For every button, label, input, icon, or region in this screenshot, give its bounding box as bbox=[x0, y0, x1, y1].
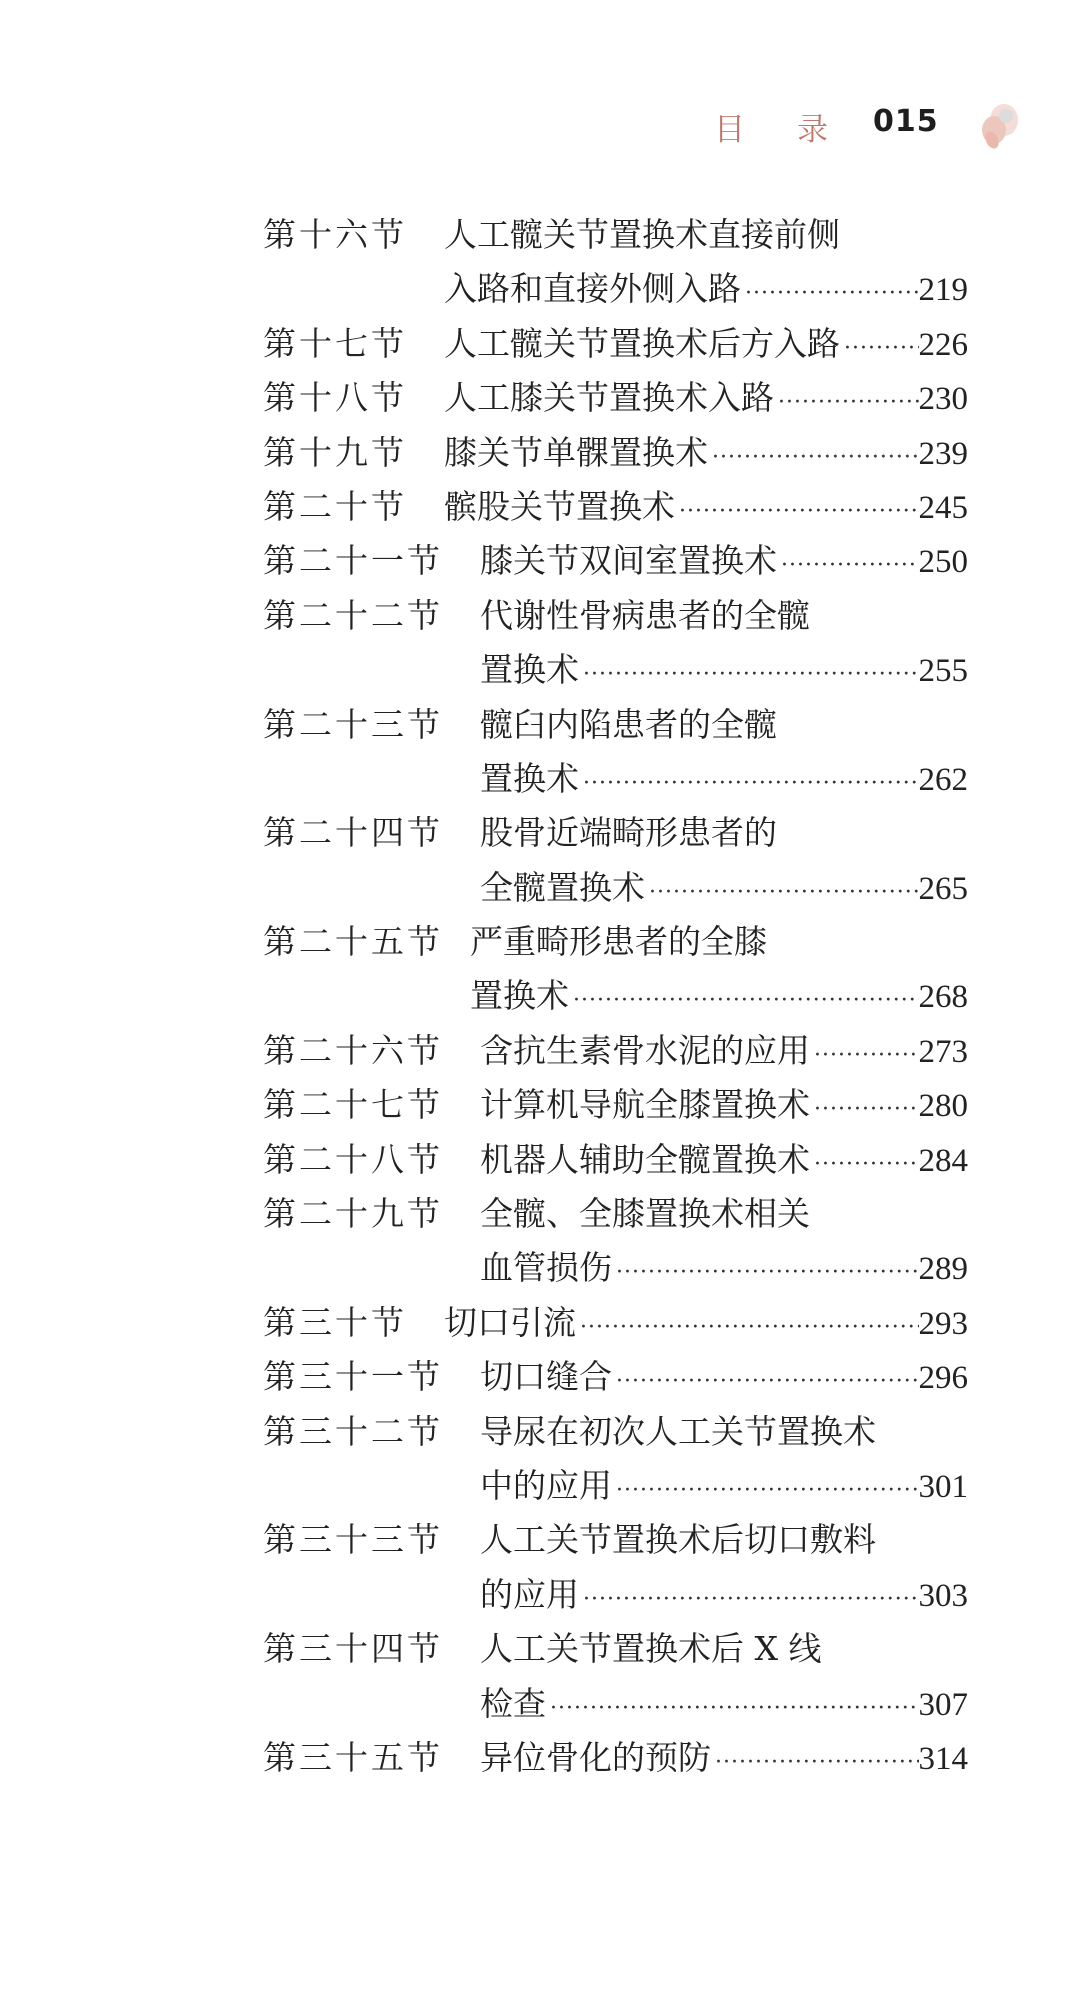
dot-leader bbox=[741, 267, 919, 321]
decorative-petal-icon bbox=[968, 96, 1028, 156]
section-label: 第十八节 bbox=[263, 378, 407, 418]
page-ref: 250 bbox=[918, 544, 968, 581]
toc-line bbox=[0, 806, 1080, 860]
dot-leader bbox=[612, 1246, 919, 1300]
header-title: 目录 bbox=[714, 112, 880, 148]
section-title: 髋臼内陷患者的全髋 bbox=[480, 704, 777, 744]
toc-entry bbox=[0, 371, 1080, 425]
dot-leader bbox=[579, 648, 919, 702]
page-ref: 273 bbox=[918, 1033, 968, 1070]
section-label: 第三十节 bbox=[263, 1302, 407, 1342]
toc-line bbox=[0, 208, 1080, 262]
section-title: 人工髋关节置换术后方入路 bbox=[444, 323, 840, 363]
page-header bbox=[0, 96, 1080, 156]
page-ref: 289 bbox=[918, 1251, 968, 1288]
toc-entry bbox=[0, 1078, 1080, 1132]
toc-entry bbox=[0, 698, 1080, 807]
toc-line bbox=[0, 915, 1080, 969]
toc-line bbox=[0, 371, 1080, 425]
toc-line bbox=[0, 317, 1080, 371]
section-title: 检查 bbox=[480, 1683, 546, 1723]
toc-entry bbox=[0, 1405, 1080, 1514]
toc-line bbox=[0, 1133, 1080, 1187]
section-title: 异位骨化的预防 bbox=[480, 1737, 711, 1777]
dot-leader bbox=[579, 1573, 919, 1627]
toc-line bbox=[0, 589, 1080, 643]
section-title: 人工关节置换术后切口敷料 bbox=[480, 1520, 876, 1560]
section-title: 含抗生素骨水泥的应用 bbox=[480, 1030, 810, 1070]
dot-leader bbox=[546, 1682, 919, 1736]
toc-entry bbox=[0, 1350, 1080, 1404]
dot-leader bbox=[840, 322, 919, 376]
page-ref: 245 bbox=[918, 489, 968, 526]
toc-entry bbox=[0, 1622, 1080, 1731]
section-title: 全髋、全膝置换术相关 bbox=[480, 1194, 810, 1234]
section-title: 髌股关节置换术 bbox=[444, 486, 675, 526]
section-label: 第二十六节 bbox=[263, 1030, 443, 1070]
toc-line bbox=[0, 1350, 1080, 1404]
section-label: 第十七节 bbox=[263, 323, 407, 363]
toc-entry bbox=[0, 915, 1080, 1024]
toc-line bbox=[0, 1568, 1080, 1622]
toc-line bbox=[0, 1024, 1080, 1078]
section-label: 第二十八节 bbox=[263, 1139, 443, 1179]
section-label: 第三十四节 bbox=[263, 1629, 443, 1669]
section-title: 膝关节单髁置换术 bbox=[444, 432, 708, 472]
page-ref: 284 bbox=[918, 1142, 968, 1179]
section-title: 人工关节置换术后 X 线 bbox=[480, 1629, 822, 1669]
section-title: 股骨近端畸形患者的 bbox=[480, 813, 777, 853]
toc-line bbox=[0, 643, 1080, 697]
section-title: 导尿在初次人工关节置换术 bbox=[480, 1411, 876, 1451]
toc-line bbox=[0, 1187, 1080, 1241]
toc-entry bbox=[0, 1731, 1080, 1785]
section-title: 血管损伤 bbox=[480, 1248, 612, 1288]
page-ref: 265 bbox=[918, 870, 968, 907]
page-ref: 219 bbox=[918, 272, 968, 309]
toc-entry bbox=[0, 1024, 1080, 1078]
page-ref: 280 bbox=[918, 1088, 968, 1125]
section-label: 第三十三节 bbox=[263, 1520, 443, 1560]
page-ref: 255 bbox=[918, 653, 968, 690]
dot-leader bbox=[569, 974, 919, 1028]
dot-leader bbox=[579, 757, 919, 811]
toc-line bbox=[0, 698, 1080, 752]
dot-leader bbox=[708, 431, 919, 485]
page-ref: 303 bbox=[918, 1577, 968, 1614]
page-ref: 226 bbox=[918, 326, 968, 363]
section-title: 入路和直接外侧入路 bbox=[444, 269, 741, 309]
dot-leader bbox=[576, 1301, 919, 1355]
toc-line bbox=[0, 1513, 1080, 1567]
toc-entry bbox=[0, 589, 1080, 698]
dot-leader bbox=[810, 1083, 919, 1137]
toc-line bbox=[0, 480, 1080, 534]
section-label: 第二十五节 bbox=[263, 922, 443, 962]
toc-line bbox=[0, 1241, 1080, 1295]
toc-entry bbox=[0, 426, 1080, 480]
dot-leader bbox=[810, 1138, 919, 1192]
page-ref: 293 bbox=[918, 1305, 968, 1342]
section-label: 第二十一节 bbox=[263, 541, 443, 581]
section-label: 第十九节 bbox=[263, 432, 407, 472]
toc-entry bbox=[0, 480, 1080, 534]
toc-line bbox=[0, 1731, 1080, 1785]
section-title: 切口引流 bbox=[444, 1302, 576, 1342]
toc-line bbox=[0, 1459, 1080, 1513]
dot-leader bbox=[777, 539, 919, 593]
section-label: 第二十二节 bbox=[263, 595, 443, 635]
section-title: 人工髋关节置换术直接前侧 bbox=[444, 215, 840, 254]
toc-line bbox=[0, 1405, 1080, 1459]
toc-entry bbox=[0, 1296, 1080, 1350]
toc-line bbox=[0, 426, 1080, 480]
page-ref: 307 bbox=[918, 1686, 968, 1723]
section-title: 代谢性骨病患者的全髋 bbox=[480, 595, 810, 635]
section-label: 第二十三节 bbox=[263, 704, 443, 744]
section-title: 计算机导航全膝置换术 bbox=[480, 1085, 810, 1125]
page-ref: 230 bbox=[918, 381, 968, 418]
section-label: 第三十一节 bbox=[263, 1357, 443, 1397]
page-ref: 239 bbox=[918, 435, 968, 472]
page-number: 015 bbox=[873, 104, 939, 139]
toc-line bbox=[0, 1078, 1080, 1132]
section-title: 全髋置换术 bbox=[480, 867, 645, 907]
toc-entry bbox=[0, 1513, 1080, 1622]
section-title: 严重畸形患者的全膝 bbox=[470, 922, 767, 962]
page-ref: 301 bbox=[918, 1468, 968, 1505]
toc-entry bbox=[0, 317, 1080, 371]
toc-line bbox=[0, 969, 1080, 1023]
section-title: 中的应用 bbox=[480, 1465, 612, 1505]
dot-leader bbox=[774, 376, 919, 430]
page-ref: 296 bbox=[918, 1360, 968, 1397]
toc-line bbox=[0, 1677, 1080, 1731]
dot-leader bbox=[810, 1029, 919, 1083]
section-title: 机器人辅助全髋置换术 bbox=[480, 1139, 810, 1179]
toc-entry bbox=[0, 1187, 1080, 1296]
section-label: 第三十二节 bbox=[263, 1411, 443, 1451]
toc-line bbox=[0, 1622, 1080, 1676]
section-label: 第三十五节 bbox=[263, 1737, 443, 1777]
dot-leader bbox=[612, 1464, 919, 1518]
dot-leader bbox=[675, 485, 919, 539]
section-label: 第二十九节 bbox=[263, 1194, 443, 1234]
page-ref: 268 bbox=[918, 979, 968, 1016]
section-label: 第二十七节 bbox=[263, 1085, 443, 1125]
toc-entry bbox=[0, 534, 1080, 588]
toc-line bbox=[0, 752, 1080, 806]
dot-leader bbox=[645, 866, 919, 920]
section-label: 第十六节 bbox=[263, 215, 407, 254]
toc-entry bbox=[0, 1133, 1080, 1187]
page-ref: 314 bbox=[918, 1740, 968, 1777]
toc-line bbox=[0, 534, 1080, 588]
section-title: 置换术 bbox=[480, 650, 579, 690]
toc-entry bbox=[0, 208, 1080, 317]
section-title: 置换术 bbox=[480, 758, 579, 798]
dot-leader bbox=[612, 1355, 919, 1409]
toc-line bbox=[0, 861, 1080, 915]
toc-line bbox=[0, 1296, 1080, 1350]
page-ref: 262 bbox=[918, 761, 968, 798]
dot-leader bbox=[711, 1736, 919, 1790]
section-title: 切口缝合 bbox=[480, 1357, 612, 1397]
toc-entry bbox=[0, 806, 1080, 915]
toc-line bbox=[0, 262, 1080, 316]
section-title: 人工膝关节置换术入路 bbox=[444, 378, 774, 418]
section-title: 的应用 bbox=[480, 1574, 579, 1614]
section-title: 置换术 bbox=[470, 976, 569, 1016]
section-title: 膝关节双间室置换术 bbox=[480, 541, 777, 581]
section-label: 第二十四节 bbox=[263, 813, 443, 853]
table-of-contents bbox=[0, 208, 1080, 1785]
section-label: 第二十节 bbox=[263, 486, 407, 526]
